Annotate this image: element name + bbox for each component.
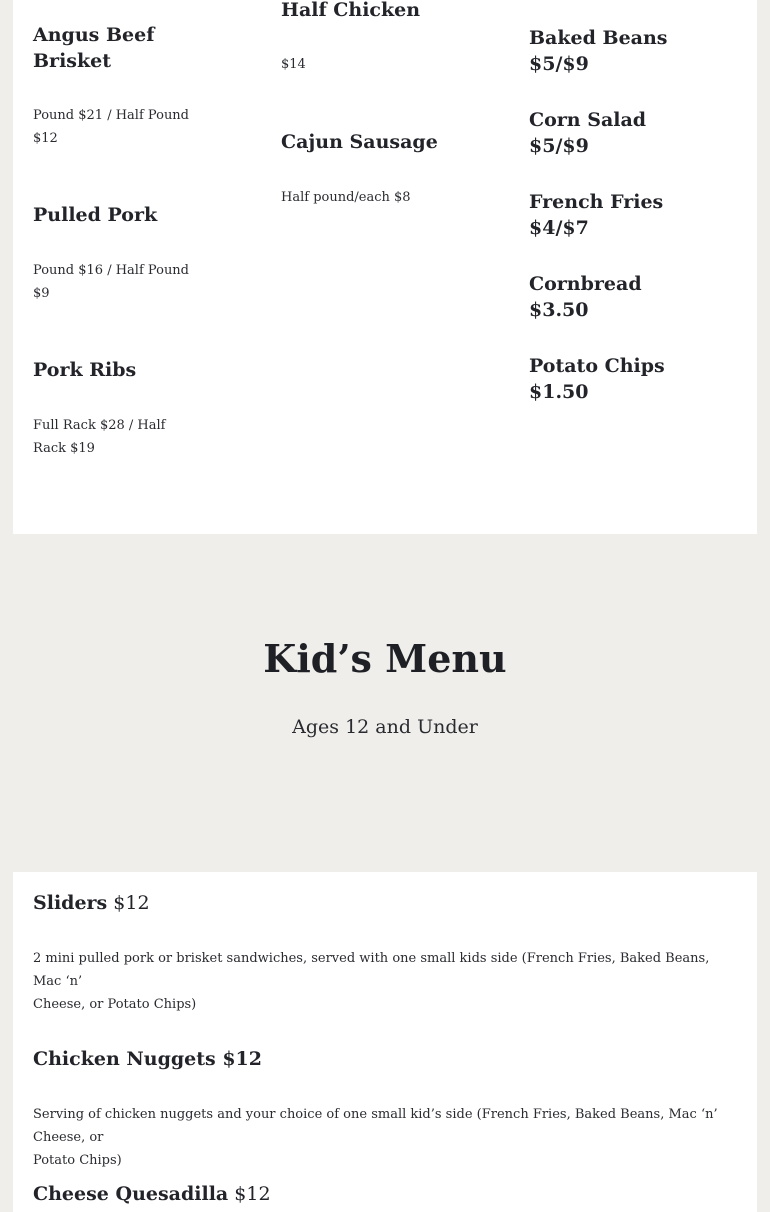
side-corn-salad-price: $5/$9 [529, 135, 589, 157]
desc-line: Pound $16 / Half Pound [33, 263, 190, 278]
item-pork-ribs-name: Pork Ribs [33, 359, 137, 381]
kid-item-price: $12 [113, 892, 150, 914]
kid-item-chicken-nuggets-name: Chicken Nuggets $12 [33, 1048, 262, 1070]
item-pulled-pork-desc [33, 259, 189, 305]
kid-item-name: Cheese Quesadilla [33, 1183, 229, 1205]
kid-item-chicken-nuggets-desc [33, 1103, 733, 1172]
desc-line: $12 [33, 131, 58, 146]
item-angus-beef-brisket-name [33, 22, 154, 74]
kids-menu-subtitle: Ages 12 and Under [292, 716, 478, 738]
desc-line: Full Rack $28 / Half [33, 418, 166, 433]
desc-line: Potato Chips) [33, 1153, 122, 1168]
kid-item-cheese-quesadilla-name [33, 1181, 271, 1207]
item-cajun-sausage-name: Cajun Sausage [281, 131, 438, 153]
item-half-chicken-desc: $14 [281, 57, 306, 72]
item-name-line: Angus Beef [33, 24, 155, 46]
side-corn-salad-name: Corn Salad [529, 109, 647, 131]
item-angus-beef-brisket-desc [33, 104, 189, 150]
kid-item-sliders-name [33, 890, 150, 916]
side-cornbread-price: $3.50 [529, 299, 589, 321]
kid-item-name: Sliders [33, 892, 108, 914]
side-french-fries-name: French Fries [529, 191, 664, 213]
item-half-chicken-name: Half Chicken [281, 0, 421, 21]
side-cornbread-name: Cornbread [529, 273, 642, 295]
item-pulled-pork-name: Pulled Pork [33, 204, 158, 226]
side-potato-chips-price: $1.50 [529, 381, 589, 403]
desc-line: Cheese, or Potato Chips) [33, 997, 197, 1012]
desc-line: Pound $21 / Half Pound [33, 108, 190, 123]
side-baked-beans-price: $5/$9 [529, 53, 589, 75]
kid-item-price: $12 [234, 1183, 271, 1205]
side-baked-beans-name: Baked Beans [529, 27, 668, 49]
side-french-fries-price: $4/$7 [529, 217, 589, 239]
desc-line: $9 [33, 286, 50, 301]
kids-menu-title: Kid’s Menu [263, 636, 507, 681]
desc-line: Rack $19 [33, 441, 95, 456]
bbq-menu-card [13, 0, 757, 534]
kid-item-sliders-desc [33, 947, 733, 1016]
item-pork-ribs-desc [33, 414, 165, 460]
desc-line: Serving of chicken nuggets and your choice of one small kid’s side (French Fries, Baked Beans, Mac ‘n’ Cheese, or [33, 1107, 718, 1145]
item-name-line: Brisket [33, 50, 112, 72]
item-cajun-sausage-desc: Half pound/each $8 [281, 190, 411, 205]
kids-menu-card [13, 872, 757, 1212]
side-potato-chips-name: Potato Chips [529, 355, 665, 377]
desc-line: 2 mini pulled pork or brisket sandwiches, served with one small kids side (French Fries, Baked Beans, Mac ‘n’ [33, 951, 710, 989]
